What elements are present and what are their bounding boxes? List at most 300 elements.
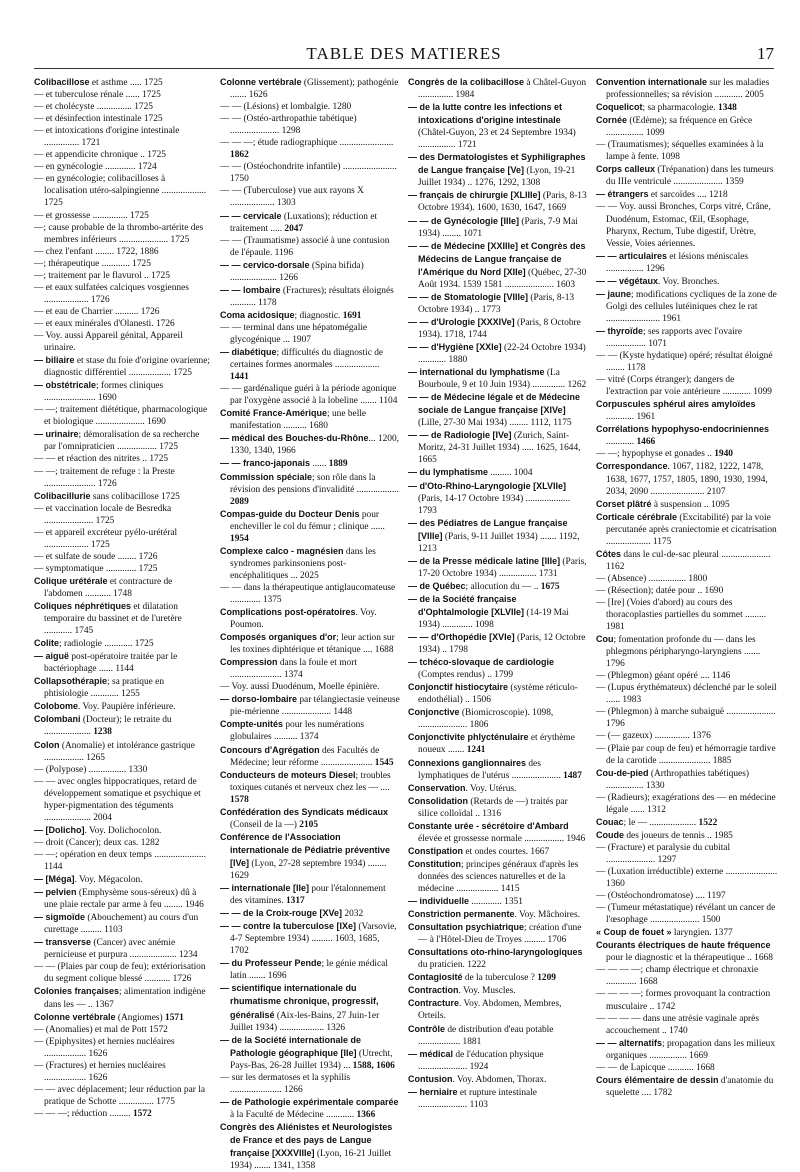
entry-text: — —; hypophyse et gonades ..: [596, 449, 715, 460]
entry-text: à Châtel-Guyon ............... 1984: [418, 78, 587, 101]
index-column-2: [220, 76, 400, 1172]
index-entry: [34, 258, 210, 270]
entry-keyword: Consultations oto-rhino-laryngologiques: [408, 947, 583, 958]
entry-text: — (Polypose) ................ 1330: [34, 764, 148, 775]
entry-text: (Retards de —) traités par silice colloïdal .. 1316: [418, 796, 568, 819]
entry-text: (Docteur); le retraite du ....................: [44, 715, 172, 738]
entry-keyword: — — lombaire: [220, 284, 281, 295]
entry-text: — (Ostéochondromatose) .... 1197: [596, 891, 726, 902]
entry-text: — Voy. aussi Duodénum, Moelle épinière.: [220, 682, 380, 693]
entry-page-bold: 1572: [132, 1108, 152, 1119]
entry-keyword: Colibacillose: [34, 77, 90, 87]
entry-text: (Paris, 17-20 Octobre 1934) ................ 1731: [418, 556, 587, 579]
entry-keyword: Coquelicot: [596, 102, 643, 113]
entry-keyword: — sigmoïde: [34, 912, 86, 923]
entry-keyword: Composés organiques d'or: [220, 632, 337, 643]
entry-keyword: Conjonctif histiocytaire: [408, 682, 509, 693]
entry-page-bold: 1675: [540, 581, 560, 592]
entry-text: pour l'étalonnement des vitamines.: [230, 884, 386, 907]
entry-keyword: — dorso-lombaire: [220, 694, 298, 705]
entry-text: — — — —; formes provoquant la contraction musculaire .. 1742: [596, 989, 771, 1012]
index-entry: [596, 325, 778, 350]
entry-keyword: Contrôle: [408, 1023, 445, 1034]
entry-keyword: Corticale cérébrale: [596, 511, 678, 522]
entry-text: du praticien. 1222: [418, 960, 486, 971]
entry-text: — — (Kyste hydatique) opéré; résultat éloigné ........ 1178: [596, 351, 773, 374]
index-entry: [408, 76, 588, 101]
index-entry: [220, 806, 400, 831]
index-entry: [220, 259, 400, 284]
header-rule: [34, 68, 774, 69]
entry-keyword: — de la Presse médicale latine [IIIe]: [408, 555, 561, 566]
index-entry: [34, 1036, 210, 1060]
entry-keyword: Cornée: [596, 115, 628, 126]
index-entry: [408, 971, 588, 984]
index-entry: [596, 511, 778, 548]
index-entry: [220, 831, 400, 882]
index-entry: [34, 173, 210, 209]
index-entry: [596, 139, 778, 163]
entry-keyword: — — franco-japonais: [220, 458, 311, 469]
index-entry: [34, 210, 210, 222]
entry-keyword: Contracture: [408, 998, 460, 1009]
index-entry: [220, 920, 400, 957]
entry-text: — (Luxation irréductible) externe ...................... 1360: [596, 867, 778, 890]
index-entry: [408, 1086, 588, 1111]
entry-text: . Voy. Abdomen, Thorax.: [452, 1074, 547, 1085]
entry-text: — — — — dans une atrésie vaginale après accouchement .. 1740: [596, 1013, 759, 1036]
entry-text: (Angiomes): [115, 1012, 166, 1023]
index-entry: [34, 713, 210, 738]
entry-keyword: Constriction permanente: [408, 909, 515, 920]
entry-text: (Cancer) avec anémie pernicieuse et purpura .................... 1234: [44, 938, 198, 961]
entry-text: — en gynécologie; colibacilloses à localisation utéro-salpingienne ................... 1725: [34, 174, 207, 209]
entry-text: 2032: [342, 909, 364, 920]
index-entry: [220, 606, 400, 631]
entry-keyword: — international du lymphatisme: [408, 367, 545, 378]
entry-keyword: Contusion: [408, 1073, 453, 1084]
index-entry: [220, 432, 400, 457]
index-entry: [220, 907, 400, 920]
entry-text: — — (Tuberculose) vue aux rayons X ................... 1303: [220, 186, 364, 209]
index-entry: [34, 600, 210, 637]
index-column-1: [34, 76, 211, 1119]
index-entry: [408, 580, 588, 593]
index-entry: [220, 284, 400, 309]
entry-text: . Voy. Paupière inférieure.: [78, 702, 176, 713]
index-entry: [34, 961, 210, 985]
entry-keyword: Constipation: [408, 845, 463, 856]
entry-keyword: Corrélations hypophyso-endocriniennes: [596, 424, 770, 435]
index-entry: [596, 988, 778, 1012]
entry-text: . 1067, 1182, 1222, 1478, 1638, 1677, 1757, 1805, 1890, 1930, 1994, 2034, 2090 ....................... 2107: [606, 462, 768, 497]
entry-text: (Lyon, 19-21 Juillet 1934) .. 1276, 1292, 1308: [418, 166, 576, 189]
entry-text: (Châtel-Guyon, 23 et 24 Septembre 1934) ................ 1721: [418, 128, 576, 151]
entry-page-bold: 1522: [698, 817, 718, 828]
index-entry: [34, 575, 210, 600]
entry-page-bold: 1578: [230, 794, 249, 805]
index-entry: [596, 866, 778, 890]
entry-text: ... 1200, 1330, 1340, 1966: [230, 434, 399, 457]
entry-keyword: Convention internationale: [596, 77, 708, 87]
index-entry: [408, 429, 588, 466]
entry-text: — (Résection); datée pour .. 1690: [596, 585, 724, 596]
entry-text: des joueurs de tennis .. 1985: [624, 830, 733, 841]
entry-text: (Lille, 27-30 Mai 1934) ........ 1112, 1175: [418, 418, 572, 429]
index-entry: [220, 407, 400, 432]
index-entry: [596, 448, 778, 460]
entry-page-bold: 2089: [230, 496, 249, 507]
index-entry: [408, 984, 588, 997]
entry-text: (Utrecht, Pays-Bas, 26-28 Juillet 1934) ...: [230, 1048, 393, 1071]
entry-text: — symptomatique ............. 1725: [34, 563, 158, 574]
entry-text: (Luxations); réduction et traitement .....: [230, 211, 378, 234]
entry-keyword: Conjonctivite phlycténulaire: [408, 732, 529, 743]
entry-keyword: Côtes: [596, 548, 622, 559]
index-entry: [220, 235, 400, 259]
entry-page-bold: 1366: [356, 1109, 376, 1120]
entry-keyword: — médical des Bouches-du-Rhône: [220, 433, 369, 444]
index-entry: [408, 391, 588, 429]
index-entry: [596, 1037, 778, 1062]
entry-text: — —; traitement diététique, pharmacologique et biologique ..................... 1690: [34, 405, 208, 428]
entry-text: — en gynécologie ............. 1724: [34, 162, 157, 173]
index-entry: [596, 597, 778, 633]
index-entry: [220, 882, 400, 907]
entry-keyword: — du Professeur Pende: [220, 958, 322, 969]
entry-text: dans la foule et mort ...................... 1374: [230, 658, 357, 681]
entry-text: ; propagation dans les milieux organiques ................ 1669: [606, 1038, 776, 1061]
entry-text: — et sulfate de soude ........ 1726: [34, 551, 158, 562]
index-entry: [34, 886, 210, 911]
entry-keyword: — du lymphatisme: [408, 467, 489, 478]
index-entry: [220, 1072, 400, 1096]
entry-text: — et grossesse ............... 1725: [34, 210, 149, 221]
entry-page-bold: 1441: [230, 372, 249, 383]
entry-keyword: — — cervico-dorsale: [220, 259, 310, 270]
index-entry: [34, 318, 210, 330]
entry-text: . Voy. Utérus.: [465, 783, 517, 794]
index-entry: [34, 149, 210, 161]
entry-keyword: — scientifique internationale du rhumatisme chronique, progressif, généralisé: [220, 983, 379, 1020]
index-entry: [408, 757, 588, 782]
entry-text: (La Bourboule, 9 et 10 Juin 1934) .............. 1262: [418, 368, 587, 391]
index-entry: [220, 309, 400, 322]
index-entry: [220, 1121, 400, 1172]
entry-keyword: Connexions ganglionnaires: [408, 757, 527, 768]
entry-text: — (Tumeur métastatique) révélant un cancer de l'œsophage ..................... 1500: [596, 903, 776, 926]
index-entry: [34, 911, 210, 936]
entry-text: . Voy. Abdomen, Membres, Orteils.: [418, 999, 562, 1022]
entry-text: (Conseil de la —): [230, 819, 300, 830]
index-entry: [596, 398, 778, 423]
entry-page-bold: 1571: [165, 1012, 184, 1023]
entry-text: (Comptes rendus) .. 1799: [418, 670, 514, 681]
entry-text: ; fomentation profonde du — dans les phlegmons péripharyngo-laryngiens ....... 1796: [606, 635, 761, 670]
index-entry: [34, 824, 210, 837]
page-header: [34, 44, 774, 68]
index-entry: [220, 346, 400, 383]
index-entry: [408, 845, 588, 858]
index-entry: [220, 982, 400, 1033]
entry-text: (Paris, 7-9 Mai 1934) ........ 1071: [418, 216, 578, 239]
entry-text: et asthme ..... 1725: [89, 78, 163, 88]
entry-keyword: — individuelle: [408, 896, 470, 907]
entry-text: — et tuberculose rénale ...... 1725: [34, 90, 161, 101]
index-entry: [34, 1024, 210, 1036]
index-entry: [408, 466, 588, 479]
entry-text: (système réticulo-endothélial) .. 1506: [418, 683, 578, 706]
index-entry: [34, 776, 210, 824]
entry-text: — et appareil excréteur pyélo-urétéral ................... 1725: [34, 527, 178, 550]
entry-text: ......... 1004: [488, 468, 533, 479]
entry-text: ; sa pharmacologie.: [642, 103, 718, 114]
entry-keyword: — thyroïde: [596, 325, 644, 336]
entry-text: des lymphatiques de l'utérus .....................: [418, 758, 564, 781]
entry-text: — — terminal dans une hépatomégalie glycogénique ... 1907: [220, 322, 368, 345]
entry-text: — — et réaction des nitrites .. 1725: [34, 454, 169, 465]
index-entry: [34, 282, 210, 306]
entry-page-bold: 1466: [636, 437, 656, 448]
entry-keyword: Contraction: [408, 985, 459, 996]
entry-text: ; modifications cycliques de la zone de Golgi des cellules lutéiniques chez le rat ....................... 1961: [606, 289, 777, 324]
entry-text: ; leur action sur les toxines diphtérique et tétanique .... 1688: [230, 633, 395, 656]
entry-text: — —; traitement de refuge : la Preste ...................... 1726: [34, 466, 175, 489]
entry-text: — et désinfection intestinale 1725: [34, 114, 163, 125]
entry-keyword: Congrès de la colibacillose: [408, 77, 525, 87]
entry-text: ; difficultés du diagnostic de certaines formes anormales ...................: [230, 348, 384, 371]
entry-keyword: Concours d'Agrégation: [220, 744, 320, 755]
index-entry: [34, 330, 210, 354]
entry-keyword: — des Pédiatres de Langue française [VIIIe]: [408, 517, 568, 541]
entry-keyword: Colibacillurie: [34, 490, 91, 501]
index-entry: [408, 480, 588, 517]
index-entry: [596, 250, 778, 275]
entry-text: (Abouchement) au cours d'un curettage ......... 1103: [44, 913, 199, 936]
entry-keyword: — herniaire: [408, 1086, 458, 1097]
entry-text: — (Radieurs); exagérations des — en médecine légale ...... 1312: [596, 792, 776, 815]
entry-text: — — (Lésions) et lombalgie. 1280: [220, 102, 352, 113]
entry-text: ; sa pratique en phtisiologie ............ 1255: [44, 677, 165, 700]
entry-keyword: — — de Médecine [XXIIIe] et Congrès des Médecins de Langue française de l'Amérique du Nord [XIIe]: [408, 240, 586, 277]
entry-text: ; son rôle dans la révision des pensions d'invalidité ..................: [230, 472, 399, 495]
index-entry: [220, 113, 400, 137]
entry-text: (Œdème); sa fréquence en Grèce ................ 1099: [606, 116, 753, 139]
entry-keyword: — — de Médecine légale et de Médecine sociale de Langue française [XIVe]: [408, 392, 581, 416]
page-title: TABLE DES MATIERES: [306, 44, 502, 63]
entry-page-bold: 1588, 1606: [352, 1060, 395, 1071]
index-entry: [34, 764, 210, 776]
index-entry: [408, 820, 588, 845]
entry-keyword: — urinaire: [34, 429, 79, 440]
entry-text: pour encheviller le col du fémur ; clinique ......: [230, 509, 385, 532]
entry-text: à la Faculté de Médecine ............: [230, 1109, 357, 1120]
entry-keyword: — — de Gynécologie [IIIe]: [408, 215, 520, 226]
entry-text: ; radiologie ............ 1725: [59, 639, 154, 650]
index-entry: [408, 1073, 588, 1086]
entry-text: (Biomicroscopie). 1098, ..................... 1806: [418, 708, 554, 731]
index-entry: [220, 76, 400, 101]
index-entry: [220, 957, 400, 982]
entry-text: ; le génie médical latin ....... 1696: [230, 959, 388, 982]
entry-keyword: Corps calleux: [596, 164, 656, 175]
index-entry: [596, 350, 778, 374]
index-entry: [596, 460, 778, 497]
entry-text: — — —; réduction .........: [34, 1108, 133, 1119]
index-entry: [220, 744, 400, 769]
entry-text: et érythème noueux .......: [418, 733, 575, 756]
entry-keyword: Compas-guide du Docteur Denis: [220, 508, 360, 519]
index-entry: [220, 769, 400, 806]
entry-text: dans les syndromes parkinsoniens post-encéphalitiques ... 2025: [230, 546, 376, 581]
entry-text: (Varsovie, 4-7 Septembre 1934) ......... 1603, 1685, 1702: [230, 922, 397, 957]
entry-keyword: Congrès des Aliénistes et Neurologistes de France et des pays de Langue française [XXXVIIIe]: [220, 1121, 393, 1159]
entry-text: (Paris, 9-11 Juillet 1934) ....... 1192, 1213: [418, 531, 580, 554]
entry-text: (Excitabilité) par la voie percutanée après craniectomie et cicatrisation ................... 1175: [606, 512, 777, 547]
entry-keyword: — — contre la tuberculose [IXe]: [220, 921, 357, 932]
entry-keyword: Contagiosité: [408, 972, 463, 983]
entry-text: et rupture intestinale ..................... 1103: [418, 1087, 537, 1110]
entry-text: ; principes généraux d'après les données des sciences naturelles et de la médecine .................. 1415: [418, 859, 579, 894]
entry-text: — — (Ostéochondrite infantile) ....................... 1750: [220, 162, 397, 185]
index-entry: [34, 551, 210, 563]
entry-keyword: Colite: [34, 638, 60, 649]
entry-text: — — (Traumatisme) associé à une contusion de l'épaule. 1196: [220, 235, 390, 258]
index-entry: [34, 739, 210, 764]
entry-keyword: — médical: [408, 1048, 454, 1059]
index-entry: [408, 316, 588, 341]
entry-keyword: — tchéco-slovaque de cardiologie: [408, 657, 555, 668]
entry-text: — — de Lapicque ........... 1668: [596, 1062, 715, 1073]
entry-keyword: — internationale [IIe]: [220, 883, 310, 894]
index-entry: [408, 517, 588, 555]
index-entry: [596, 1074, 778, 1099]
index-entry: [596, 792, 778, 816]
entry-text: ; une belle manifestation .......... 1680: [230, 409, 367, 432]
index-entry: [596, 498, 778, 511]
entry-keyword: — — de la Croix-rouge [XVe]: [220, 908, 343, 919]
entry-text: . Voy. Mâchoires.: [514, 910, 580, 921]
entry-text: (Paris, 8-13 Octobre 1934). 1600, 1630, 1647, 1669: [418, 191, 587, 214]
entry-text: — sur les dermatoses et la syphilis ...................... 1266: [220, 1072, 351, 1095]
entry-keyword: Complications post-opératoires: [220, 607, 356, 618]
entry-keyword: — jaune: [596, 288, 632, 299]
index-entry: [408, 656, 588, 681]
entry-text: ; diagnostic.: [294, 310, 343, 321]
entry-keyword: — — d'Urologie [XXXIVe]: [408, 316, 515, 327]
index-entry: [408, 555, 588, 580]
entry-text: — [Ire] (Voies d'abord) au cours des thoracoplasties partielles du sommet ......... 1981: [596, 597, 767, 633]
index-entry: [596, 829, 778, 842]
entry-keyword: — aiguë: [34, 651, 70, 662]
page-number: 17: [757, 44, 774, 63]
index-entry: [34, 1011, 210, 1024]
entry-text: de distribution d'eau potable .................. 1881: [418, 1024, 554, 1047]
entry-keyword: Consultation psychiatrique: [408, 922, 525, 933]
index-entry: [596, 114, 778, 139]
entry-keyword: Conservation: [408, 782, 466, 793]
index-entry: [596, 767, 778, 792]
entry-text: (Lyon, 16-21 Juillet 1934) ....... 1341, 1358: [230, 1149, 392, 1172]
index-entry: [596, 163, 778, 188]
index-entry: [408, 341, 588, 366]
entry-keyword: Constitution: [408, 858, 461, 869]
entry-page-bold: 2105: [299, 819, 319, 830]
entry-text: sur les maladies professionnelles; sa révision ............ 2005: [606, 78, 770, 101]
index-entry: [34, 125, 210, 149]
index-entry: [34, 76, 210, 89]
entry-text: (Arthropathies tabétiques) ................ 1330: [606, 768, 749, 791]
entry-text: ; création d'une — à l'Hôtel-Dieu de Troyes ......... 1706: [418, 923, 582, 946]
index-entry: [596, 573, 778, 585]
entry-text: — droit (Cancer); deux cas. 1282: [34, 837, 160, 848]
index-entry: [220, 457, 400, 470]
entry-text: élevée et grossesse normale ................. 1946: [418, 833, 586, 844]
entry-text: — (Phlegmon) à marche subaiguë ..................... 1796: [596, 707, 776, 730]
index-entry: [596, 288, 778, 325]
index-entry: [34, 466, 210, 490]
index-entry: [34, 1060, 210, 1084]
index-entry: [596, 670, 778, 682]
entry-text: — — (Plaies par coup de feu); extériorisation du segment colique blessé ........... 1726: [34, 962, 206, 985]
entry-text: (Glissement); pathogénie ....... 1626: [230, 78, 399, 101]
index-entry: [34, 1084, 210, 1108]
index-entry: [408, 151, 588, 189]
entry-page-bold: 1862: [230, 150, 249, 161]
index-entry: [220, 383, 400, 407]
index-entry: [34, 637, 210, 650]
entry-keyword: — — d'Hygiène [XXIe]: [408, 341, 502, 352]
entry-text: — (Absence) ................ 1800: [596, 573, 708, 584]
entry-page-bold: 1348: [718, 103, 737, 114]
entry-text: — — —; étude radiographique .......................: [220, 138, 394, 149]
entry-keyword: Conjonctive: [408, 707, 460, 718]
index-entry: [34, 404, 210, 428]
entry-text: et lésions méniscales ................ 1296: [606, 251, 749, 274]
index-entry: [34, 222, 210, 246]
entry-text: dans le cul-de-sac pleural ..................... 1162: [606, 549, 771, 572]
index-entry: [596, 890, 778, 902]
index-entry: [220, 718, 400, 743]
entry-text: — —; opération en deux temps ...................... 1144: [34, 849, 206, 872]
entry-text: (Spina bifida) .................... 1266: [230, 260, 364, 283]
entry-keyword: — de Pathologie expérimentale comparée: [220, 1096, 399, 1107]
entry-text: — vitré (Corps étranger); dangers de l'extraction par voie antérieure ............ 1099: [596, 375, 772, 398]
entry-text: et ondes courtes. 1667: [463, 846, 550, 857]
entry-keyword: — [Méga]: [34, 874, 75, 885]
index-entry: [34, 89, 210, 101]
entry-keyword: Compression: [220, 657, 278, 668]
entry-page-bold: 1209: [537, 973, 556, 984]
index-entry: [34, 563, 210, 575]
entry-keyword: — — d'Orthopédie [XVIe]: [408, 632, 515, 643]
index-entry: [34, 270, 210, 282]
entry-text: — — (Ostéo-arthropathie tabétique) ..................... 1298: [220, 114, 357, 137]
entry-text: (Lyon, 27-28 septembre 1934) ........ 1629: [230, 858, 387, 881]
entry-text: . Voy. Dolichocolon.: [84, 825, 162, 836]
index-entry: [596, 374, 778, 398]
index-entry: [596, 275, 778, 288]
index-entry: [596, 706, 778, 730]
entry-text: de la tuberculose ?: [462, 973, 538, 984]
index-entry: [34, 490, 210, 503]
entry-text: ; formes cliniques ...................... 1690: [44, 381, 164, 404]
index-entry: [220, 656, 400, 681]
index-entry: [408, 101, 588, 151]
entry-page-bold: 2047: [284, 223, 304, 234]
index-entry: [220, 137, 400, 161]
entry-text: ; démoralisation de sa recherche par l'omnipraticien ................. 1725: [44, 430, 200, 453]
